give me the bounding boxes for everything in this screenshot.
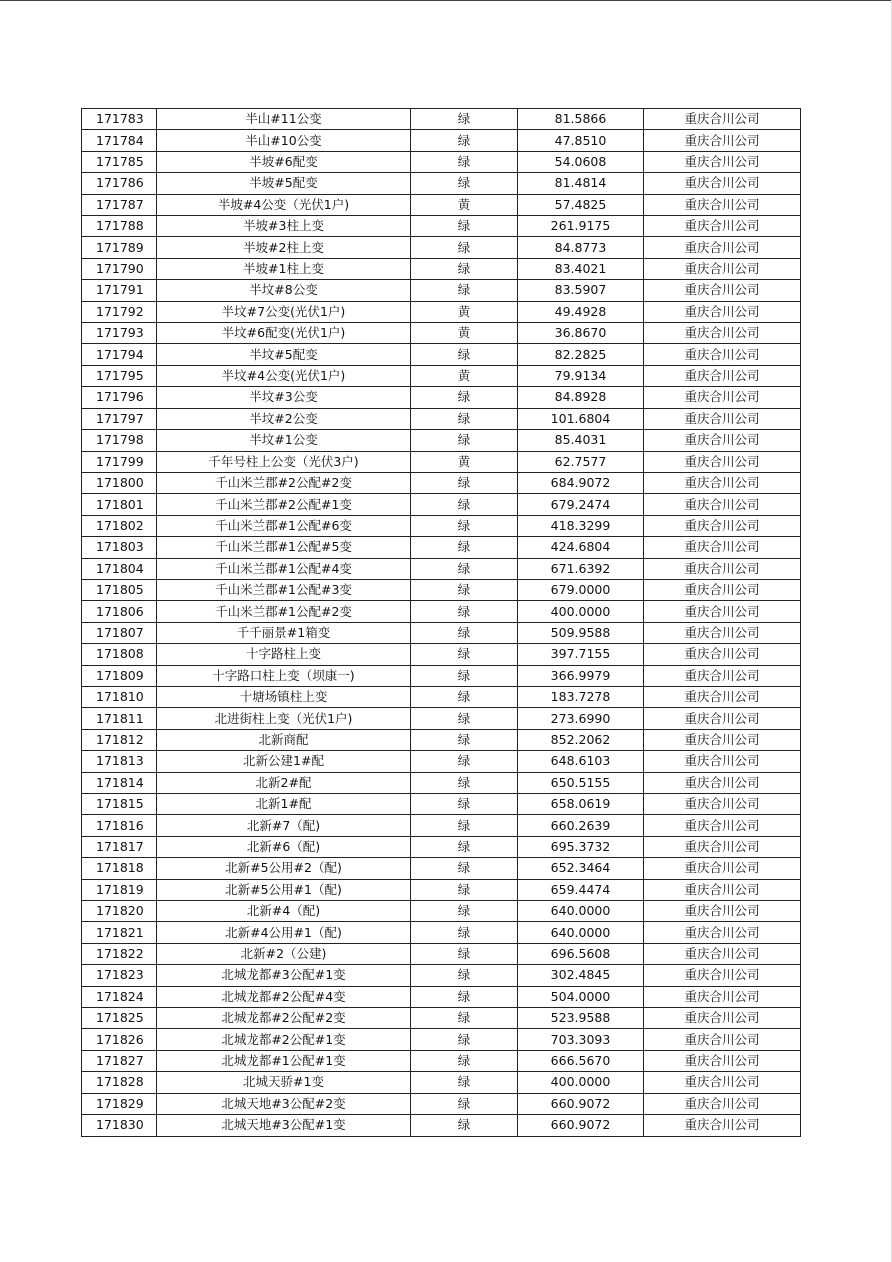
status-color-cell: 绿 — [411, 1008, 518, 1029]
status-color-cell: 绿 — [411, 1050, 518, 1071]
station-name-cell: 北城龙都#2公配#1变 — [157, 1029, 411, 1050]
station-name-cell: 北城天地#3公配#1变 — [157, 1115, 411, 1136]
status-color-cell: 绿 — [411, 965, 518, 986]
row-id-cell: 171821 — [82, 922, 157, 943]
status-color-cell: 绿 — [411, 130, 518, 151]
row-id-cell: 171787 — [82, 194, 157, 215]
station-name-cell: 北进街柱上变（光伏1户) — [157, 708, 411, 729]
row-id-cell: 171815 — [82, 794, 157, 815]
value-cell: 684.9072 — [518, 472, 644, 493]
company-cell: 重庆合川公司 — [644, 451, 801, 472]
row-id-cell: 171804 — [82, 558, 157, 579]
table-row — [82, 751, 801, 772]
station-name-cell: 半坡#6配变 — [157, 151, 411, 172]
table-row — [82, 173, 801, 194]
value-cell: 652.3464 — [518, 858, 644, 879]
status-color-cell: 绿 — [411, 216, 518, 237]
value-cell: 85.4031 — [518, 430, 644, 451]
row-id-cell: 171800 — [82, 472, 157, 493]
station-name-cell: 千山米兰郡#1公配#3变 — [157, 579, 411, 600]
row-id-cell: 171789 — [82, 237, 157, 258]
table-row — [82, 922, 801, 943]
company-cell: 重庆合川公司 — [644, 879, 801, 900]
row-id-cell: 171813 — [82, 751, 157, 772]
status-color-cell: 绿 — [411, 151, 518, 172]
value-cell: 261.9175 — [518, 216, 644, 237]
row-id-cell: 171811 — [82, 708, 157, 729]
station-name-cell: 半坡#5配变 — [157, 173, 411, 194]
company-cell: 重庆合川公司 — [644, 708, 801, 729]
company-cell: 重庆合川公司 — [644, 194, 801, 215]
company-cell: 重庆合川公司 — [644, 751, 801, 772]
station-name-cell: 半坟#2公变 — [157, 408, 411, 429]
table-row — [82, 965, 801, 986]
transformer-table — [81, 108, 801, 1137]
table-row — [82, 558, 801, 579]
station-name-cell: 千山米兰郡#1公配#2变 — [157, 601, 411, 622]
company-cell: 重庆合川公司 — [644, 1072, 801, 1093]
row-id-cell: 171822 — [82, 943, 157, 964]
value-cell: 650.5155 — [518, 772, 644, 793]
station-name-cell: 北城龙都#2公配#4变 — [157, 986, 411, 1007]
table-row — [82, 708, 801, 729]
status-color-cell: 绿 — [411, 387, 518, 408]
value-cell: 504.0000 — [518, 986, 644, 1007]
station-name-cell: 千山米兰郡#1公配#4变 — [157, 558, 411, 579]
value-cell: 79.9134 — [518, 365, 644, 386]
station-name-cell: 北新#6（配) — [157, 836, 411, 857]
value-cell: 679.2474 — [518, 494, 644, 515]
row-id-cell: 171794 — [82, 344, 157, 365]
row-id-cell: 171829 — [82, 1093, 157, 1114]
station-name-cell: 北新#4公用#1（配) — [157, 922, 411, 943]
station-name-cell: 北新#5公用#2（配) — [157, 858, 411, 879]
company-cell: 重庆合川公司 — [644, 1115, 801, 1136]
row-id-cell: 171786 — [82, 173, 157, 194]
company-cell: 重庆合川公司 — [644, 943, 801, 964]
table-row — [82, 794, 801, 815]
company-cell: 重庆合川公司 — [644, 280, 801, 301]
status-color-cell: 绿 — [411, 794, 518, 815]
company-cell: 重庆合川公司 — [644, 216, 801, 237]
status-color-cell: 绿 — [411, 644, 518, 665]
value-cell: 679.0000 — [518, 579, 644, 600]
row-id-cell: 171798 — [82, 430, 157, 451]
company-cell: 重庆合川公司 — [644, 365, 801, 386]
status-color-cell: 绿 — [411, 922, 518, 943]
status-color-cell: 绿 — [411, 109, 518, 130]
status-color-cell: 绿 — [411, 665, 518, 686]
value-cell: 83.5907 — [518, 280, 644, 301]
company-cell: 重庆合川公司 — [644, 173, 801, 194]
table-row — [82, 1008, 801, 1029]
value-cell: 418.3299 — [518, 515, 644, 536]
table-row — [82, 665, 801, 686]
value-cell: 62.7577 — [518, 451, 644, 472]
station-name-cell: 千山米兰郡#2公配#2变 — [157, 472, 411, 493]
value-cell: 703.3093 — [518, 1029, 644, 1050]
status-color-cell: 绿 — [411, 708, 518, 729]
status-color-cell: 绿 — [411, 1072, 518, 1093]
station-name-cell: 半坡#2柱上变 — [157, 237, 411, 258]
company-cell: 重庆合川公司 — [644, 579, 801, 600]
table-row — [82, 494, 801, 515]
status-color-cell: 绿 — [411, 601, 518, 622]
value-cell: 523.9588 — [518, 1008, 644, 1029]
table-row — [82, 815, 801, 836]
row-id-cell: 171785 — [82, 151, 157, 172]
status-color-cell: 绿 — [411, 686, 518, 707]
row-id-cell: 171791 — [82, 280, 157, 301]
status-color-cell: 绿 — [411, 751, 518, 772]
table-row — [82, 301, 801, 322]
company-cell: 重庆合川公司 — [644, 494, 801, 515]
row-id-cell: 171783 — [82, 109, 157, 130]
station-name-cell: 北新商配 — [157, 729, 411, 750]
company-cell: 重庆合川公司 — [644, 344, 801, 365]
table-row — [82, 1050, 801, 1071]
station-name-cell: 千山米兰郡#2公配#1变 — [157, 494, 411, 515]
status-color-cell: 绿 — [411, 173, 518, 194]
station-name-cell: 北新1#配 — [157, 794, 411, 815]
status-color-cell: 绿 — [411, 472, 518, 493]
company-cell: 重庆合川公司 — [644, 901, 801, 922]
status-color-cell: 绿 — [411, 772, 518, 793]
table-row — [82, 344, 801, 365]
station-name-cell: 北城龙都#1公配#1变 — [157, 1050, 411, 1071]
status-color-cell: 绿 — [411, 430, 518, 451]
table-row — [82, 216, 801, 237]
row-id-cell: 171806 — [82, 601, 157, 622]
table-row — [82, 237, 801, 258]
row-id-cell: 171824 — [82, 986, 157, 1007]
status-color-cell: 绿 — [411, 558, 518, 579]
company-cell: 重庆合川公司 — [644, 858, 801, 879]
table-row — [82, 901, 801, 922]
status-color-cell: 黄 — [411, 194, 518, 215]
station-name-cell: 半坟#4公变(光伏1户) — [157, 365, 411, 386]
value-cell: 640.0000 — [518, 901, 644, 922]
status-color-cell: 绿 — [411, 622, 518, 643]
table-row — [82, 430, 801, 451]
station-name-cell: 千山米兰郡#1公配#6变 — [157, 515, 411, 536]
company-cell: 重庆合川公司 — [644, 472, 801, 493]
station-name-cell: 半坟#8公变 — [157, 280, 411, 301]
table-row — [82, 1093, 801, 1114]
company-cell: 重庆合川公司 — [644, 515, 801, 536]
table-row — [82, 772, 801, 793]
value-cell: 659.4474 — [518, 879, 644, 900]
value-cell: 397.7155 — [518, 644, 644, 665]
company-cell: 重庆合川公司 — [644, 323, 801, 344]
company-cell: 重庆合川公司 — [644, 237, 801, 258]
table-row — [82, 408, 801, 429]
status-color-cell: 绿 — [411, 408, 518, 429]
status-color-cell: 黄 — [411, 323, 518, 344]
row-id-cell: 171825 — [82, 1008, 157, 1029]
status-color-cell: 绿 — [411, 258, 518, 279]
row-id-cell: 171828 — [82, 1072, 157, 1093]
station-name-cell: 半山#11公变 — [157, 109, 411, 130]
station-name-cell: 北新#4（配) — [157, 901, 411, 922]
station-name-cell: 半坡#1柱上变 — [157, 258, 411, 279]
value-cell: 47.8510 — [518, 130, 644, 151]
status-color-cell: 绿 — [411, 344, 518, 365]
company-cell: 重庆合川公司 — [644, 1029, 801, 1050]
company-cell: 重庆合川公司 — [644, 1093, 801, 1114]
table-row — [82, 644, 801, 665]
status-color-cell: 黄 — [411, 451, 518, 472]
station-name-cell: 半坡#4公变（光伏1户) — [157, 194, 411, 215]
station-name-cell: 半坟#7公变(光伏1户) — [157, 301, 411, 322]
value-cell: 696.5608 — [518, 943, 644, 964]
value-cell: 424.6804 — [518, 537, 644, 558]
table-row — [82, 836, 801, 857]
row-id-cell: 171784 — [82, 130, 157, 151]
table-row — [82, 365, 801, 386]
row-id-cell: 171808 — [82, 644, 157, 665]
company-cell: 重庆合川公司 — [644, 622, 801, 643]
row-id-cell: 171826 — [82, 1029, 157, 1050]
status-color-cell: 绿 — [411, 494, 518, 515]
status-color-cell: 黄 — [411, 365, 518, 386]
table-body — [82, 109, 801, 1137]
value-cell: 101.6804 — [518, 408, 644, 429]
station-name-cell: 北城天地#3公配#2变 — [157, 1093, 411, 1114]
company-cell: 重庆合川公司 — [644, 387, 801, 408]
company-cell: 重庆合川公司 — [644, 729, 801, 750]
status-color-cell: 绿 — [411, 836, 518, 857]
row-id-cell: 171788 — [82, 216, 157, 237]
company-cell: 重庆合川公司 — [644, 815, 801, 836]
status-color-cell: 绿 — [411, 943, 518, 964]
company-cell: 重庆合川公司 — [644, 151, 801, 172]
value-cell: 82.2825 — [518, 344, 644, 365]
value-cell: 658.0619 — [518, 794, 644, 815]
company-cell: 重庆合川公司 — [644, 772, 801, 793]
status-color-cell: 绿 — [411, 1115, 518, 1136]
station-name-cell: 千千丽景#1箱变 — [157, 622, 411, 643]
row-id-cell: 171812 — [82, 729, 157, 750]
table-row — [82, 280, 801, 301]
station-name-cell: 北新公建1#配 — [157, 751, 411, 772]
row-id-cell: 171795 — [82, 365, 157, 386]
company-cell: 重庆合川公司 — [644, 1008, 801, 1029]
station-name-cell: 北新#7（配) — [157, 815, 411, 836]
value-cell: 57.4825 — [518, 194, 644, 215]
station-name-cell: 北城天骄#1变 — [157, 1072, 411, 1093]
value-cell: 640.0000 — [518, 922, 644, 943]
value-cell: 81.4814 — [518, 173, 644, 194]
table-row — [82, 323, 801, 344]
company-cell: 重庆合川公司 — [644, 922, 801, 943]
value-cell: 648.6103 — [518, 751, 644, 772]
value-cell: 84.8773 — [518, 237, 644, 258]
company-cell: 重庆合川公司 — [644, 558, 801, 579]
station-name-cell: 半坟#3公变 — [157, 387, 411, 408]
row-id-cell: 171820 — [82, 901, 157, 922]
status-color-cell: 绿 — [411, 1093, 518, 1114]
table-row — [82, 858, 801, 879]
table-row — [82, 943, 801, 964]
value-cell: 302.4845 — [518, 965, 644, 986]
table-row — [82, 472, 801, 493]
company-cell: 重庆合川公司 — [644, 130, 801, 151]
value-cell: 36.8670 — [518, 323, 644, 344]
station-name-cell: 半坡#3柱上变 — [157, 216, 411, 237]
station-name-cell: 北新#5公用#1（配) — [157, 879, 411, 900]
row-id-cell: 171805 — [82, 579, 157, 600]
table-row — [82, 151, 801, 172]
value-cell: 660.2639 — [518, 815, 644, 836]
table-row — [82, 579, 801, 600]
table-row — [82, 729, 801, 750]
company-cell: 重庆合川公司 — [644, 836, 801, 857]
table-row — [82, 258, 801, 279]
status-color-cell: 绿 — [411, 579, 518, 600]
company-cell: 重庆合川公司 — [644, 644, 801, 665]
company-cell: 重庆合川公司 — [644, 986, 801, 1007]
row-id-cell: 171814 — [82, 772, 157, 793]
value-cell: 84.8928 — [518, 387, 644, 408]
station-name-cell: 北城龙都#3公配#1变 — [157, 965, 411, 986]
row-id-cell: 171803 — [82, 537, 157, 558]
company-cell: 重庆合川公司 — [644, 665, 801, 686]
row-id-cell: 171793 — [82, 323, 157, 344]
value-cell: 400.0000 — [518, 601, 644, 622]
status-color-cell: 绿 — [411, 729, 518, 750]
status-color-cell: 绿 — [411, 879, 518, 900]
row-id-cell: 171818 — [82, 858, 157, 879]
row-id-cell: 171801 — [82, 494, 157, 515]
row-id-cell: 171796 — [82, 387, 157, 408]
station-name-cell: 十字路柱上变 — [157, 644, 411, 665]
station-name-cell: 十塘场镇柱上变 — [157, 686, 411, 707]
status-color-cell: 绿 — [411, 280, 518, 301]
station-name-cell: 北新#2（公建) — [157, 943, 411, 964]
row-id-cell: 171809 — [82, 665, 157, 686]
company-cell: 重庆合川公司 — [644, 301, 801, 322]
table-row — [82, 1072, 801, 1093]
table-row — [82, 451, 801, 472]
row-id-cell: 171816 — [82, 815, 157, 836]
table-row — [82, 537, 801, 558]
value-cell: 83.4021 — [518, 258, 644, 279]
table-row — [82, 622, 801, 643]
value-cell: 695.3732 — [518, 836, 644, 857]
row-id-cell: 171790 — [82, 258, 157, 279]
station-name-cell: 半山#10公变 — [157, 130, 411, 151]
table-row — [82, 130, 801, 151]
table-row — [82, 387, 801, 408]
status-color-cell: 绿 — [411, 901, 518, 922]
value-cell: 671.6392 — [518, 558, 644, 579]
row-id-cell: 171827 — [82, 1050, 157, 1071]
status-color-cell: 绿 — [411, 1029, 518, 1050]
station-name-cell: 半坟#5配变 — [157, 344, 411, 365]
row-id-cell: 171810 — [82, 686, 157, 707]
company-cell: 重庆合川公司 — [644, 794, 801, 815]
status-color-cell: 黄 — [411, 301, 518, 322]
station-name-cell: 半坟#1公变 — [157, 430, 411, 451]
table-row — [82, 879, 801, 900]
company-cell: 重庆合川公司 — [644, 965, 801, 986]
row-id-cell: 171823 — [82, 965, 157, 986]
status-color-cell: 绿 — [411, 815, 518, 836]
station-name-cell: 北新2#配 — [157, 772, 411, 793]
table-row — [82, 515, 801, 536]
table-row — [82, 601, 801, 622]
station-name-cell: 千山米兰郡#1公配#5变 — [157, 537, 411, 558]
value-cell: 81.5866 — [518, 109, 644, 130]
value-cell: 183.7278 — [518, 686, 644, 707]
row-id-cell: 171819 — [82, 879, 157, 900]
value-cell: 273.6990 — [518, 708, 644, 729]
table-row — [82, 1115, 801, 1136]
status-color-cell: 绿 — [411, 537, 518, 558]
station-name-cell: 半坟#6配变(光伏1户) — [157, 323, 411, 344]
status-color-cell: 绿 — [411, 515, 518, 536]
company-cell: 重庆合川公司 — [644, 258, 801, 279]
table-row — [82, 1029, 801, 1050]
row-id-cell: 171797 — [82, 408, 157, 429]
value-cell: 666.5670 — [518, 1050, 644, 1071]
value-cell: 366.9979 — [518, 665, 644, 686]
row-id-cell: 171830 — [82, 1115, 157, 1136]
status-color-cell: 绿 — [411, 986, 518, 1007]
station-name-cell: 北城龙都#2公配#2变 — [157, 1008, 411, 1029]
page-top-border — [0, 0, 892, 1]
value-cell: 400.0000 — [518, 1072, 644, 1093]
table-row — [82, 986, 801, 1007]
row-id-cell: 171807 — [82, 622, 157, 643]
company-cell: 重庆合川公司 — [644, 686, 801, 707]
status-color-cell: 绿 — [411, 237, 518, 258]
station-name-cell: 十字路口柱上变（坝康一) — [157, 665, 411, 686]
company-cell: 重庆合川公司 — [644, 601, 801, 622]
station-name-cell: 千年号柱上公变（光伏3户) — [157, 451, 411, 472]
table-row — [82, 686, 801, 707]
value-cell: 509.9588 — [518, 622, 644, 643]
company-cell: 重庆合川公司 — [644, 408, 801, 429]
status-color-cell: 绿 — [411, 858, 518, 879]
company-cell: 重庆合川公司 — [644, 430, 801, 451]
row-id-cell: 171817 — [82, 836, 157, 857]
table-row — [82, 194, 801, 215]
value-cell: 54.0608 — [518, 151, 644, 172]
table-row — [82, 109, 801, 130]
company-cell: 重庆合川公司 — [644, 1050, 801, 1071]
row-id-cell: 171802 — [82, 515, 157, 536]
value-cell: 852.2062 — [518, 729, 644, 750]
value-cell: 660.9072 — [518, 1115, 644, 1136]
value-cell: 660.9072 — [518, 1093, 644, 1114]
value-cell: 49.4928 — [518, 301, 644, 322]
company-cell: 重庆合川公司 — [644, 109, 801, 130]
company-cell: 重庆合川公司 — [644, 537, 801, 558]
row-id-cell: 171799 — [82, 451, 157, 472]
row-id-cell: 171792 — [82, 301, 157, 322]
